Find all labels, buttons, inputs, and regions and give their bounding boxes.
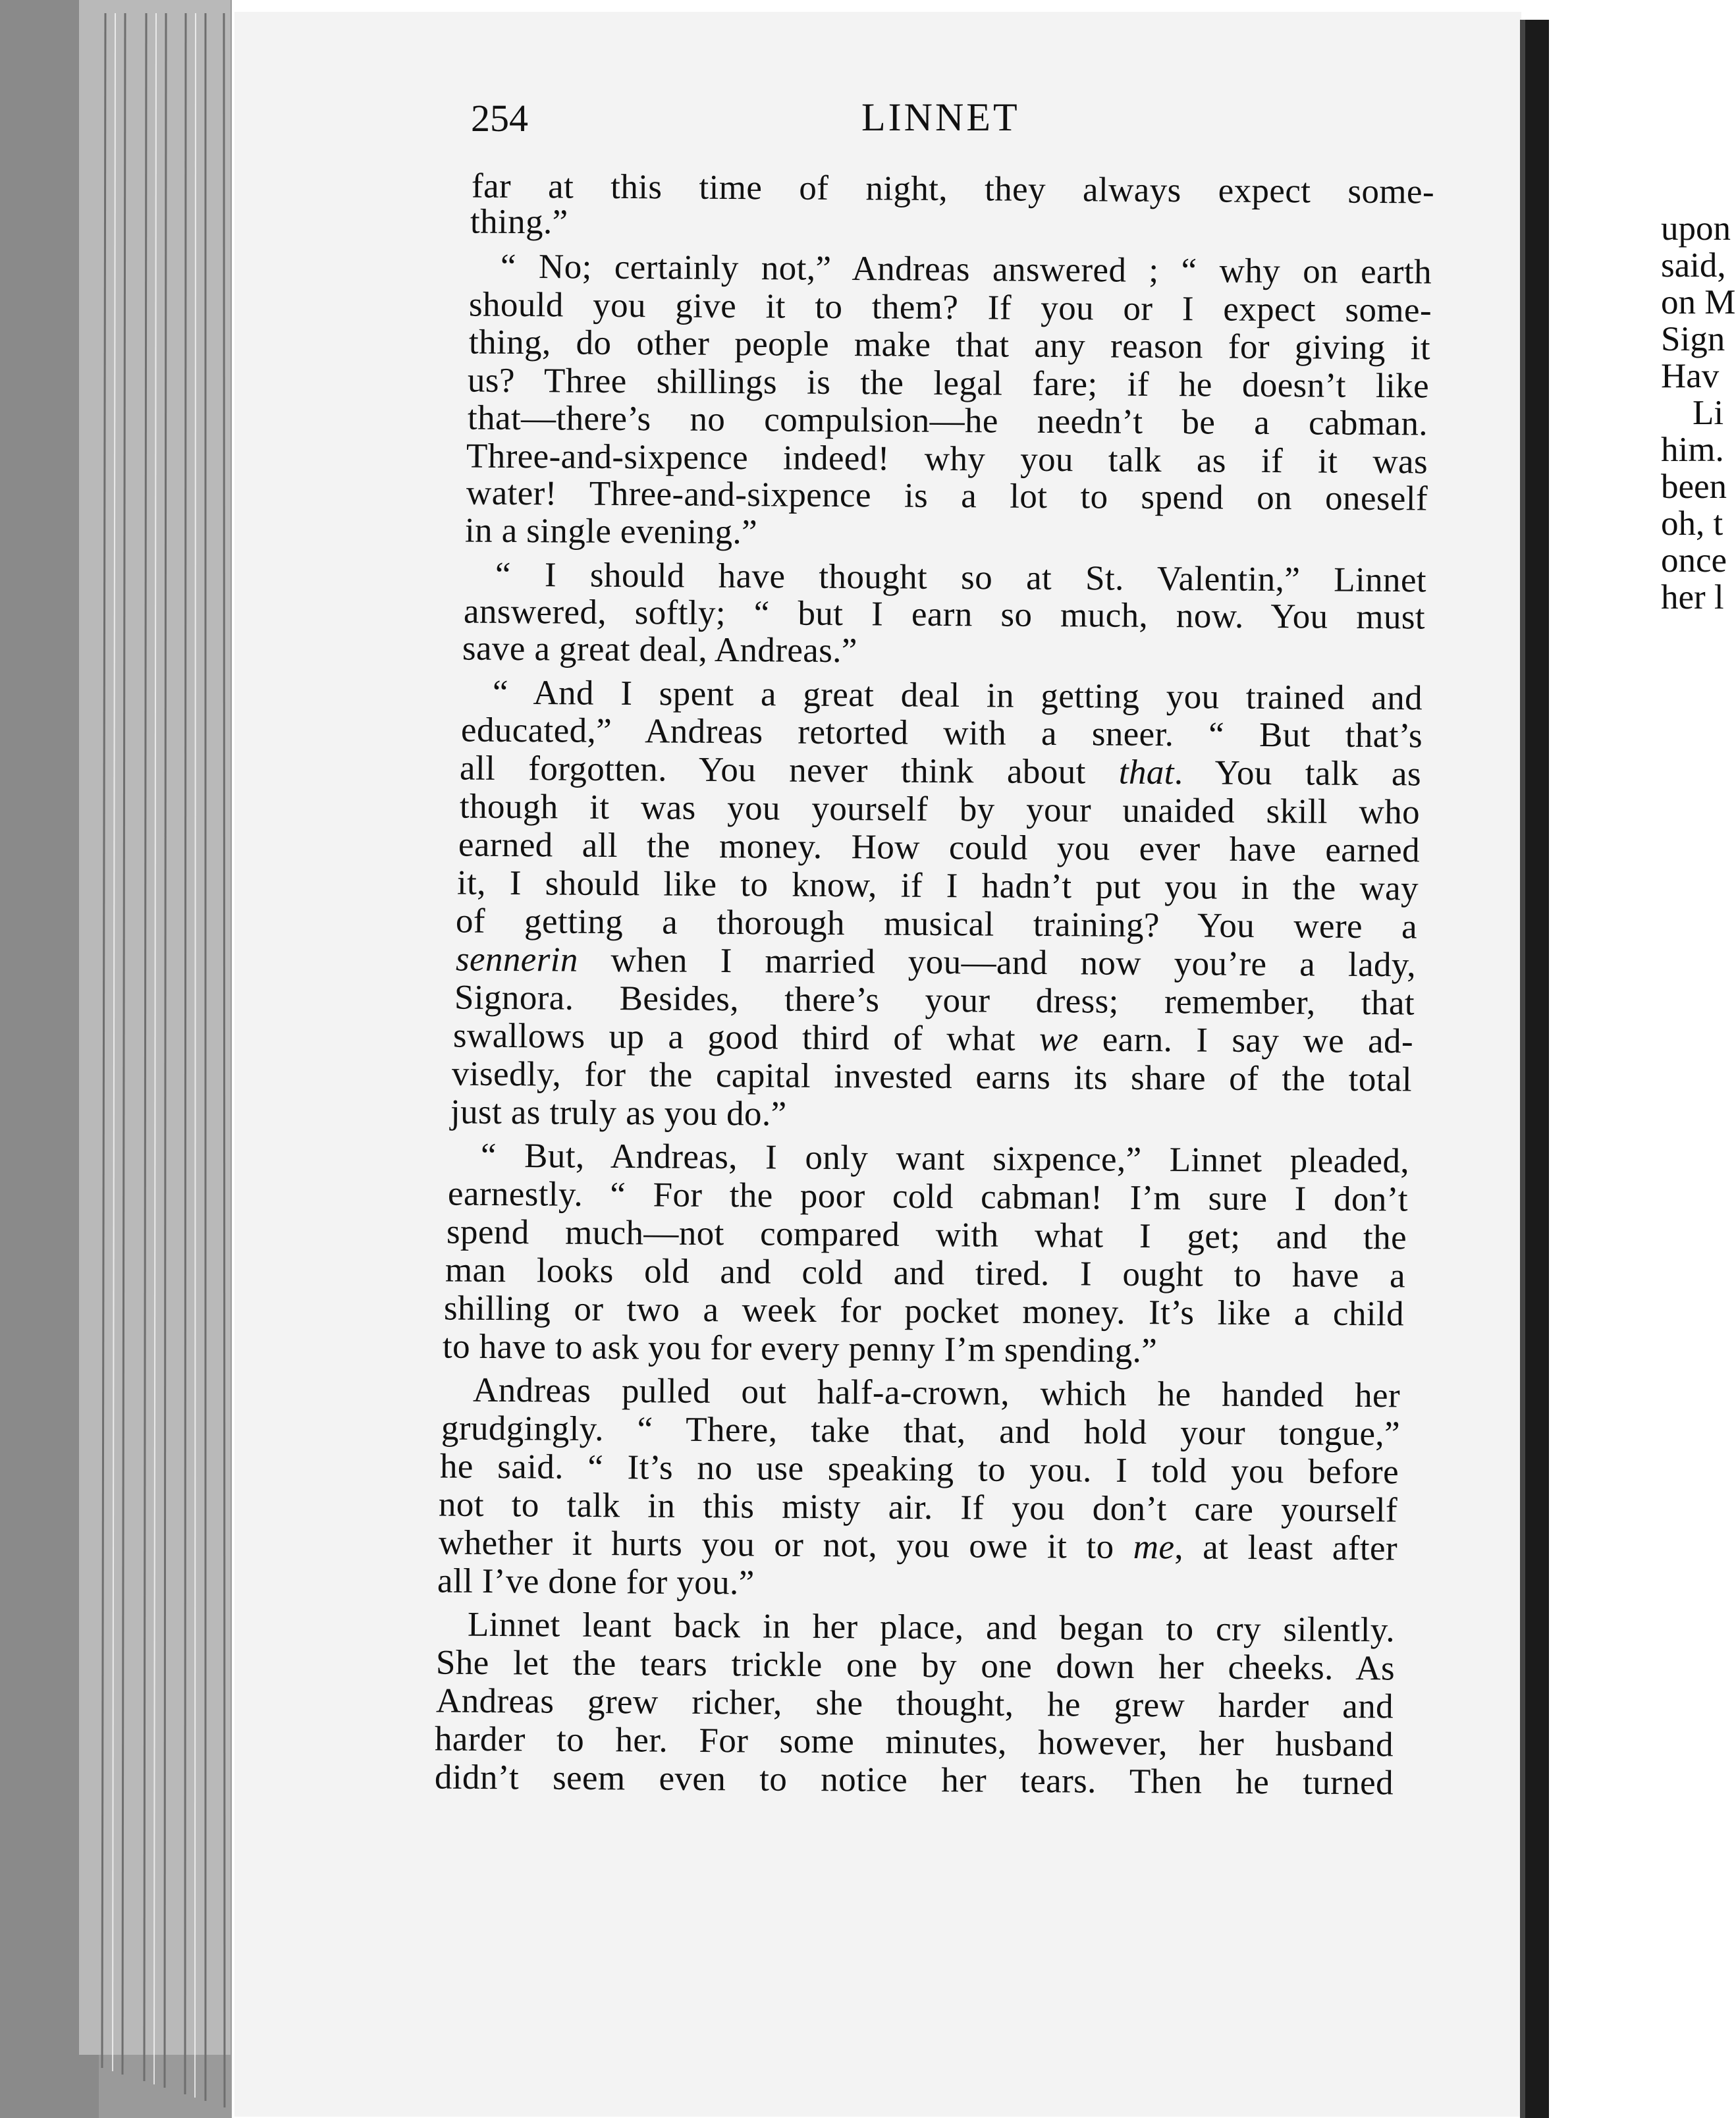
text-line: “ But, Andreas, I only want sixpence,” Linnet pleaded, xyxy=(480,1136,1410,1181)
text-line: just as truly as you do.” xyxy=(450,1093,787,1133)
text-line: “ I should have thought so at St. Valentin,” Linnet xyxy=(495,555,1427,600)
text-line: though it was you yourself by your unaided skill who xyxy=(459,787,1421,832)
text-line: grudgingly. “ There, take that, and hold your tongue,” xyxy=(441,1409,1401,1453)
text-line: “ No; certainly not,” Andreas answered ; “ why on earth xyxy=(500,247,1432,292)
text-line: spend much—not compared with what I get; and the xyxy=(446,1212,1407,1257)
text-line: us? Three shillings is the legal fare; if he doesn’t like xyxy=(467,361,1430,406)
text-line: man looks old and cold and tired. I ought to have a xyxy=(445,1251,1406,1295)
text-line: harder to her. For some minutes, however, her husband xyxy=(434,1720,1394,1764)
text-line: shilling or two a week for pocket money. It’s like a child xyxy=(443,1289,1405,1334)
text-line: Linnet leant back in her place, and began to cry silently. xyxy=(467,1605,1396,1650)
right-page-line: on M xyxy=(1661,283,1736,321)
text-line: sennerin when I married you—and now you’re a lady, xyxy=(455,940,1417,985)
running-head: LINNET xyxy=(861,95,1020,139)
right-page-line: Li xyxy=(1693,394,1724,432)
right-page-line: oh, t xyxy=(1661,504,1723,543)
text-line: Three-and-sixpence indeed! why you talk as if it was xyxy=(466,437,1428,481)
text-line: “ And I spent a great deal in getting you trained and xyxy=(492,673,1423,718)
right-page-line: said, xyxy=(1661,246,1726,285)
text-line: thing, do other people make that any reason for giving it xyxy=(468,323,1431,367)
text-line: not to talk in this misty air. If you don’t care yourself xyxy=(438,1485,1398,1530)
text-line: answered, softly; “ but I earn so much, now. You must xyxy=(463,592,1426,637)
text-line: visedly, for the capital invested earns its share of the total xyxy=(451,1054,1413,1099)
text-line: far at this time of night, they always expect some- xyxy=(471,167,1435,211)
text-line: of getting a thorough musical training? You were a xyxy=(455,902,1418,946)
right-page-line: her l xyxy=(1661,578,1724,616)
text-line: it, I should like to know, if I hadn’t put you in the way xyxy=(456,863,1419,908)
text-line: educated,” Andreas retorted with a sneer. “ But that’s xyxy=(460,711,1423,755)
right-page-line: him. xyxy=(1661,431,1724,469)
text-line: earnestly. “ For the poor cold cabman! I’m sure I don’t xyxy=(447,1174,1409,1219)
text-line: that—there’s no compulsion—he needn’t be a cabman. xyxy=(467,398,1428,443)
right-page-line: upon xyxy=(1661,209,1731,248)
text-line: She let the tears trickle one by one down her cheeks. As xyxy=(435,1643,1396,1688)
text-line: to have to ask you for every penny I’m spending.” xyxy=(442,1327,1158,1371)
text-line: water! Three-and-sixpence is a lot to spend on oneself xyxy=(466,474,1428,518)
text-line: Signora. Besides, there’s your dress; remember, that xyxy=(454,978,1415,1023)
text-line: in a single evening.” xyxy=(464,511,758,552)
text-line: should you give it to them? If you or I expect some- xyxy=(468,285,1432,330)
text-line: all I’ve done for you.” xyxy=(437,1561,755,1602)
text-line: Andreas pulled out half-a-crown, which he handed her xyxy=(472,1371,1401,1415)
page-number: 254 xyxy=(471,97,528,140)
right-page-line: Sign xyxy=(1661,320,1725,358)
text-line: Andreas grew richer, she thought, he grew harder and xyxy=(435,1681,1394,1726)
right-page-line: been xyxy=(1661,468,1727,506)
right-page-line: Hav xyxy=(1661,357,1720,395)
text-line: earned all the money. How could you ever have earned xyxy=(458,825,1421,870)
text-line: swallows up a good third of what we earn. I say we ad- xyxy=(452,1016,1414,1061)
text-line: whether it hurts you or not, you owe it to me, at least after xyxy=(438,1523,1398,1568)
right-page-line: once xyxy=(1661,541,1727,580)
text-line: didn’t seem even to notice her tears. Then he turned xyxy=(434,1758,1394,1803)
text-line: save a great deal, Andreas.” xyxy=(462,629,857,670)
text-line: he said. “ It’s no use speaking to you. I told you before xyxy=(439,1447,1399,1492)
text-line: thing.” xyxy=(470,202,568,242)
text-line: all forgotten. You never think about that. You talk as xyxy=(459,749,1422,794)
